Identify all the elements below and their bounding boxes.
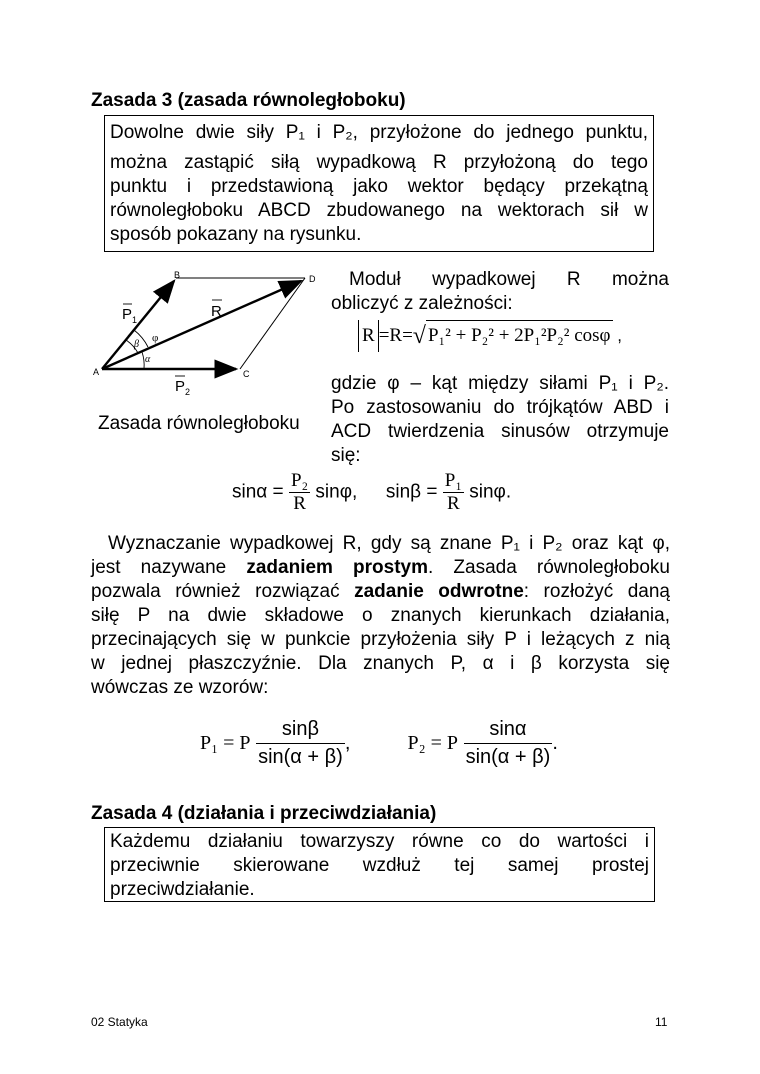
right-line-6: się: bbox=[331, 445, 361, 466]
label-r: R bbox=[211, 303, 222, 320]
label-a: A bbox=[93, 367, 100, 377]
para-line-1: Wyznaczanie wypadkowej R, gdy są znane P₁ i P₂ oraz kąt φ, bbox=[108, 533, 670, 554]
label-phi: φ bbox=[152, 332, 159, 344]
label-p2-sub: 2 bbox=[185, 387, 191, 397]
formula-comma: , bbox=[617, 326, 622, 345]
box4-line-2: przeciwnie skierowane wzdłuż tej samej prostej bbox=[110, 855, 649, 876]
decomp2-fraction bbox=[464, 718, 553, 769]
bold-zadanie-odwrotne: zadanie odwrotne bbox=[354, 581, 524, 602]
box-line-2: można zastąpić siłą wypadkową R przyłożoną do tego bbox=[110, 152, 648, 173]
sine1-rhs: sinφ, bbox=[315, 481, 358, 503]
para-line-7: wówczas ze wzorów: bbox=[91, 677, 269, 698]
decomp1-end: , bbox=[344, 731, 351, 754]
box-line-5: sposób pokazany na rysunku. bbox=[110, 224, 362, 245]
sine1-num: P₂ bbox=[290, 470, 309, 491]
para-line-4: siłę P na dwie składowe o znanych kierunkach działania, bbox=[91, 605, 670, 626]
right-column-lower bbox=[331, 372, 669, 468]
para-line-2: jest nazywane zadaniem prostym. Zasada równoległoboku bbox=[91, 557, 671, 578]
side-dc bbox=[240, 278, 305, 369]
bold-zadanie-proste: zadaniem prostym bbox=[246, 557, 429, 578]
main-paragraph bbox=[91, 532, 670, 700]
label-alpha: α bbox=[145, 354, 151, 365]
decomp2-end: . bbox=[552, 731, 558, 754]
right-line-3: gdzie φ – kąt między siłami P₁ i P₂. bbox=[331, 373, 669, 394]
label-c: C bbox=[243, 369, 250, 379]
sine1-lhs: sinα = bbox=[232, 481, 284, 503]
right-line-4: Po zastosowaniu do trójkątów ABD i bbox=[331, 397, 669, 418]
sine-formula-row bbox=[232, 470, 511, 515]
right-line-2: obliczyć z zależności: bbox=[331, 293, 513, 314]
figure-caption: Zasada równoległoboku bbox=[98, 413, 300, 434]
footer-chapter: 02 Statyka bbox=[91, 1015, 148, 1029]
decomposition-formula-row bbox=[200, 718, 558, 769]
sine1-den: R bbox=[293, 493, 306, 514]
sine1-fraction bbox=[289, 470, 310, 515]
para-line-6: w jednej płaszczyźnie. Dla znanych P, α i β korzysta się bbox=[91, 653, 670, 674]
formula-equals: =R= bbox=[378, 325, 413, 346]
parallelogram-diagram bbox=[90, 268, 325, 403]
formula-radicand: P₁² + P₂² + 2P₁²P₂² cosφ bbox=[426, 320, 613, 349]
box4-line-3: przeciwdziałanie. bbox=[110, 879, 255, 900]
decomp1-fraction bbox=[256, 718, 345, 769]
sine2-fraction bbox=[443, 470, 464, 515]
right-column bbox=[331, 268, 669, 316]
vector-p1 bbox=[102, 281, 174, 369]
label-p1: P bbox=[122, 306, 133, 323]
decomp2-lhs: P₂ = P bbox=[407, 731, 458, 754]
sine2-den: R bbox=[447, 493, 460, 514]
decomp1-num: sinβ bbox=[256, 718, 345, 744]
box4-line-1: Każdemu działaniu towarzyszy równe co do wartości i bbox=[110, 831, 649, 852]
section3-heading: Zasada 3 (zasada równoległoboku) bbox=[91, 90, 406, 111]
right-line-5: ACD twierdzenia sinusów otrzymuje bbox=[331, 421, 669, 442]
para-line-3: pozwala również rozwiązać zadanie odwrotne: rozłożyć daną bbox=[91, 581, 670, 602]
section3-definition-box bbox=[104, 115, 654, 252]
label-p2: P bbox=[175, 378, 186, 395]
sine2-rhs: sinφ. bbox=[469, 481, 512, 503]
box-line-4: równoległoboku ABCD zbudowanego na wektorach sił w bbox=[110, 200, 648, 221]
formula-abs-r: R bbox=[358, 320, 379, 352]
footer-page-number: 11 bbox=[655, 1015, 668, 1029]
right-line-1: Moduł wypadkowej R można bbox=[349, 269, 669, 290]
label-b: B bbox=[174, 270, 181, 280]
decomp2-den: sin(α + β) bbox=[465, 746, 551, 768]
box-line-1: Dowolne dwie siły P₁ i P₂, przyłożone do jednego punktu, bbox=[110, 122, 648, 143]
para-line-5: przecinających się w punkcie przyłożenia siły P i leżących z nią bbox=[91, 629, 670, 650]
label-p1-sub: 1 bbox=[132, 315, 138, 325]
box-line-3: punktu i przedstawioną jako wektor będący przekątną bbox=[110, 176, 648, 197]
label-beta: β bbox=[134, 339, 139, 350]
decomp1-den: sin(α + β) bbox=[258, 746, 343, 768]
sine2-num: P₁ bbox=[444, 470, 462, 491]
resultant-formula bbox=[358, 320, 622, 358]
section4-definition-box bbox=[104, 827, 655, 902]
sqrt-icon: √ bbox=[412, 323, 426, 349]
label-d: D bbox=[309, 274, 316, 284]
section4-heading: Zasada 4 (działania i przeciwdziałania) bbox=[91, 803, 437, 824]
decomp1-lhs: P₁ = P bbox=[200, 731, 251, 754]
arc-alpha bbox=[142, 352, 144, 369]
decomp2-num: sinα bbox=[464, 718, 553, 744]
sine2-lhs: sinβ = bbox=[385, 481, 438, 503]
